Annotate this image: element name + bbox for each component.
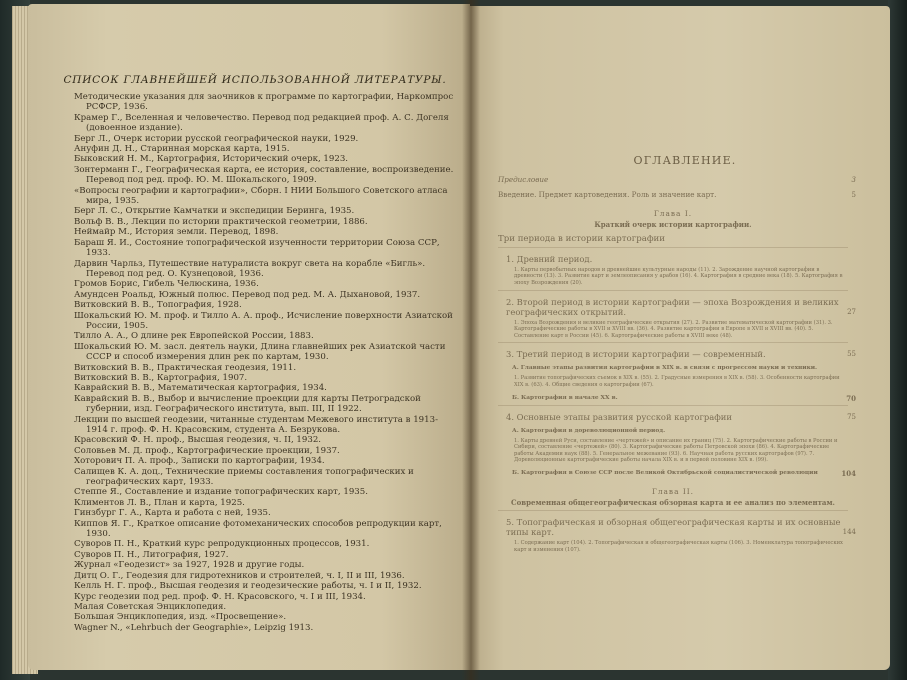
bibliography-entry: Дарвин Чарльз, Путешествие натуралиста вокруг света на корабле «Бигль». Перевод под ред. О. Кузнецовой, 1936. [74,258,426,279]
toc-section: 1. Древний период. [506,253,593,264]
toc-subsections: 1. Развитие топографических съемок в XIX в. (55). 2. Градусные измерения в XIX в. (58). 3. Особенности картографии XIX в. (63). 4. Общие сведения о картографии (67). [514,375,840,388]
bibliography-entry: Гинзбург Г. А., Карта и работа с ней, 1935. [74,508,271,519]
book-gutter [462,0,480,680]
bibliography-title: СПИСОК ГЛАВНЕЙШЕЙ ИСПОЛЬЗОВАННОЙ ЛИТЕРАТУРЫ. [63,74,447,86]
bibliography-list [74,92,454,633]
bibliography-entry: Красовский Ф. Н. проф., Высшая геодезия, ч. II, 1932. [74,435,322,446]
divider [498,405,848,406]
toc-preface: Предисловие 3 [498,175,856,184]
bibliography-entry: Салищев К. А. доц., Технические приемы составления топографических и географических карт, 1933. [74,466,414,488]
table-of-contents [498,168,856,553]
bibliography-entry: Каврайский В. В., Математическая картография, 1934. [74,383,327,394]
toc-subheading: Б. Картография в начале XX в. 70 [512,393,856,403]
toc-section: 5. Топографическая и обзорная общегеографическая карты и их основные типы карт. 144 [506,516,856,537]
bibliography-entry: Климентов Л. В., План и карта, 1925. [74,497,245,508]
chapter-heading: Глава I. [653,209,693,219]
divider [498,290,848,291]
bibliography-entry: Крамер Г., Вселенная и человечество. Перевод под редакцией проф. А. С. Догеля (довоенное издание). [74,112,449,134]
bibliography-entry: «Вопросы географии и картографии», Сборн. I НИИ Большого Советского атласа мира, 1935. [74,185,448,207]
bibliography-entry: Витковский В. В., Практическая геодезия, 1911. [74,362,297,373]
toc-section: 3. Третий период в истории картографии — современный. 55 [506,349,856,360]
toc-title: ОГЛАВЛЕНИЕ. [633,154,737,167]
bibliography-entry: Киппов Я. Г., Краткое описание фотомеханических способов репродукции карт, 1930. [74,518,442,540]
bibliography-entry: Амундсен Роальд, Южный полюс. Перевод под ред. М. А. Дыхановой, 1937. [74,289,421,300]
bibliography-entry: Методические указания для заочников к программе по картографии, Наркомпрос РСФСР, 1936. [74,92,454,113]
bibliography-entry: Малая Советская Энциклопедия. [74,601,227,612]
toc-subheading: А. Главные этапы развития картографии в XIX в. в связи с прогрессом науки и техники. [512,365,818,372]
bibliography-entry: Тилло А. А., О длине рек Европейской России, 1883. [74,331,314,342]
divider [498,342,848,343]
bibliography-entry: Журнал «Геодезист» за 1927, 1928 и другие годы. [74,560,305,571]
chapter-heading: Глава II. [651,486,695,496]
bibliography-entry: Суворов П. Н., Литография, 1927. [74,549,229,560]
divider [498,510,848,511]
bibliography-entry: Большая Энциклопедия, изд. «Просвещение». [74,612,287,623]
bibliography-entry: Витковский В. В., Картография, 1907. [74,372,248,383]
toc-subheading: Б. Картография в Союзе ССР после Великой Октябрьской социалистической революции 104 [512,468,856,478]
bibliography-entry: Wagner N., «Lehrbuch der Geographie», Leipzig 1913. [74,622,314,633]
book-cover-right [888,0,907,680]
bibliography-entry: Каврайский В. В., Выбор и вычисление проекции для карты Петроградской губернии, изд. Географического института, вып. III, II 1922. [74,393,421,415]
toc-subsections: 1. Карты первобытных народов и древнейшие культурные народы (11). 2. Зарождение научной картографии в древности (13). 3. Развитие карт и землеописания у арабов (16). 4. Картография в средние века (18). 5. Картография в эпоху Возрождения (20). [514,266,843,286]
bibliography-entry: Витковский В. В., Топография, 1928. [74,300,242,311]
bibliography-entry: Неймайр М., История земли. Перевод, 1898. [74,227,279,238]
bibliography-entry: Степпе Я., Составление и издание топографических карт, 1935. [74,487,368,498]
divider [498,247,848,248]
bibliography-entry: Берг Л., Очерк истории русской географической науки, 1929. [74,133,359,144]
toc-entry: Три периода в истории картографии [498,234,666,245]
toc-section: 2. Второй период в истории картографии — эпоха Возрождения и великих географических открытий. 27 [506,296,856,317]
bibliography-entry: Курс геодезии под ред. проф. Ф. Н. Красовского, ч. I и III, 1934. [74,591,366,602]
toc-subsections: 1. Содержание карт (104). 2. Топографическая и общегеографическая карты (106). 3. Номенклатура топографических карт и изменения (107). [514,539,843,553]
bibliography-entry: Келль Н. Г. проф., Высшая геодезия и геодезические работы, ч. I и II, 1932. [74,581,422,592]
bibliography-entry: Суворов П. Н., Краткий курс репродукционных процессов, 1931. [74,539,370,550]
bibliography-entry: Соловьев М. Д. проф., Картографические проекции, 1937. [74,445,340,456]
toc-intro: Введение. Предмет картоведения. Роль и значение карт. 5 [498,189,856,199]
bibliography-entry: Бараш Я. И., Состояние топографической изученности территории Союза ССР, 1933. [74,237,440,259]
bibliography-entry: Вольф В. В., Лекции по истории практической геометрии, 1886. [74,216,368,227]
bibliography-entry: Быковский Н. М., Картография, Исторический очерк, 1923. [74,154,349,165]
toc-subsections: 1. Карты древней Руси, составление «чертежей» и описание их границ (75). 2. Картографические работы в России и Сибири, составление «чертежей» (80). 3. Картографические работы Петровской эпохи (86). 4. Картографические работы Академии наук (88). 5. Генеральное межевание (93). 6. Научная работа русских картографов (97). 7. Дореволюционные картографические работы начала XIX в. и в первой половине XIX в. (99). [514,437,838,464]
toc-subsections: 1. Эпоха Возрождения и великие географические открытия (27). 2. Развитие математической картографии (31). 3. Картографические работы в XVII и XVIII вв. (36). 4. Развитие картографии в Европе в XVII и XVIII вв. (40). 5. Составление карт в России (45). 6. Картографические работы в XVIII веке (48). [514,319,833,339]
bibliography-entry: Хоторович П. А. проф., Записки по картографии, 1934. [74,456,325,467]
bibliography-entry: Шокальский Ю. М. засл. деятель науки, Длина главнейших рек Азиатской части СССР и способ измерения длин рек по картам, 1930. [74,341,446,363]
bibliography-entry: Ануфин Д. Н., Старинная морская карта, 1915. [74,144,290,155]
bibliography-entry: Шокальский Ю. М. проф. и Тилло А. А. проф., Исчисление поверхности Азиатской России, 1905. [74,310,453,331]
bibliography-entry: Громов Борис, Гибель Челюскина, 1936. [74,279,259,290]
bibliography-entry: Берг Л. С., Открытие Камчатки и экспедиции Беринга, 1935. [74,206,355,217]
chapter-title: Современная общегеографическая обзорная карта и ее анализ по элементам. [511,497,835,507]
bibliography-entry: Зонтерманн Г., Географическая карта, ее история, составление, воспроизведение. Перевод под ред. проф. Ю. М. Шокальского, 1909. [74,164,454,186]
chapter-title: Краткий очерк истории картографии. [594,220,752,230]
bibliography-entry: Лекции по высшей геодезии, читанные студентам Межевого института в 1913-1914 г. проф. Ф. Н. Красовским, студента А. Безрукова. [74,414,438,435]
bibliography-entry: Дитц О. Г., Геодезия для гидротехников и строителей, ч. I, II и III, 1936. [74,570,405,581]
toc-section: 4. Основные этапы развития русской картографии 75 [506,411,856,422]
toc-subheading: А. Картография в дореволюционной период. [512,427,666,434]
